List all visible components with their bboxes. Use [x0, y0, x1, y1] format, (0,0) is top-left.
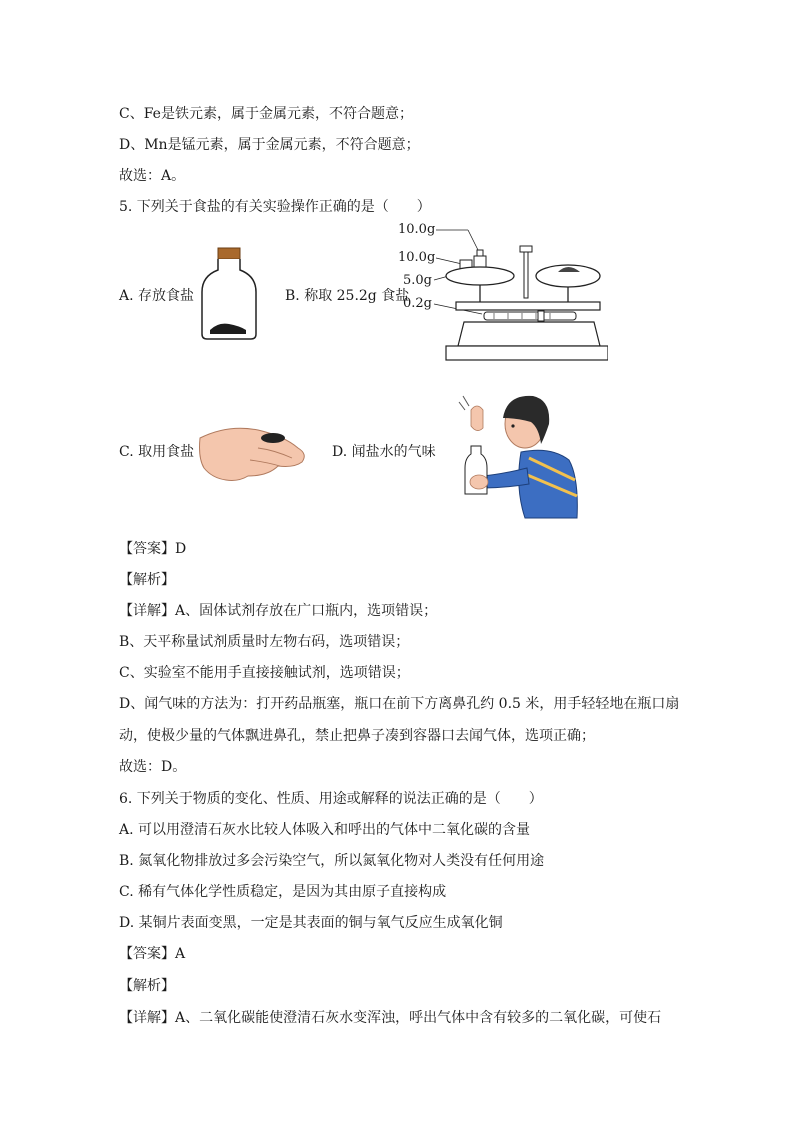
prev-conclusion: 故选：A。: [119, 168, 186, 184]
person-wafting-odor-figure: [455, 388, 580, 520]
q6-option-d: D. 某铜片表面变黑，一定是其表面的铜与氧气反应生成氧化铜: [119, 915, 503, 931]
q5-detail-line: B、天平称量试剂质量时左物右码，选项错误；: [119, 634, 410, 650]
weight-label: 10.0g: [398, 222, 436, 237]
weight-label: 0.2g: [403, 296, 432, 311]
q6-answer: 【答案】A: [119, 946, 186, 962]
q5-answer: 【答案】D: [119, 541, 187, 557]
q5-detail-line: C、实验室不能用手直接接触试剂，选项错误；: [119, 665, 410, 681]
q6-option-b: B. 氮氧化物排放过多会污染空气，所以氮氧化物对人类没有任何用途: [119, 853, 545, 869]
q5-option-c: C. 取用食盐: [119, 444, 195, 460]
weight-label: 10.0g: [398, 250, 436, 265]
q5-option-a: A. 存放食盐: [119, 288, 195, 304]
wide-mouth-bottle-figure: [198, 246, 260, 342]
q6-option-a: A. 可以用澄清石灰水比较人体吸入和呼出的气体中二氧化碳的含量: [119, 822, 531, 838]
weight-label: 5.0g: [403, 273, 432, 288]
q6-stem: 6. 下列关于物质的变化、性质、用途或解释的说法正确的是（ ）: [119, 791, 543, 807]
q5-detail-line: 动，使极少量的气体飘进鼻孔，禁止把鼻子凑到容器口去闻气体，选项正确；: [119, 728, 595, 744]
q5-stem: 5. 下列关于食盐的有关实验操作正确的是（ ）: [119, 199, 431, 215]
hand-holding-salt-figure: [198, 418, 310, 484]
q5-option-d: D. 闻盐水的气味: [332, 444, 436, 460]
q5-conclusion: 故选：D。: [119, 759, 187, 775]
q5-detail-line: D、闻气味的方法为：打开药品瓶塞，瓶口在前下方离鼻孔约 0.5 米，用手轻轻地在瓶口扇: [119, 696, 680, 712]
balance-figure: [398, 222, 608, 364]
q6-detail-line: 【详解】A、二氧化碳能使澄清石灰水变浑浊，呼出气体中含有较多的二氧化碳，可使石: [119, 1010, 662, 1026]
q5-option-b: B. 称取 25.2g 食盐: [285, 288, 410, 304]
q5-analysis-title: 【解析】: [119, 572, 175, 588]
prev-explanation-c: C、Fe是铁元素，属于金属元素，不符合题意；: [119, 106, 413, 122]
prev-explanation-d: D、Mn是锰元素，属于金属元素，不符合题意；: [119, 137, 420, 153]
q5-detail-line: 【详解】A、固体试剂存放在广口瓶内，选项错误；: [119, 603, 438, 619]
q6-analysis-title: 【解析】: [119, 978, 175, 994]
q6-option-c: C. 稀有气体化学性质稳定，是因为其由原子直接构成: [119, 884, 447, 900]
